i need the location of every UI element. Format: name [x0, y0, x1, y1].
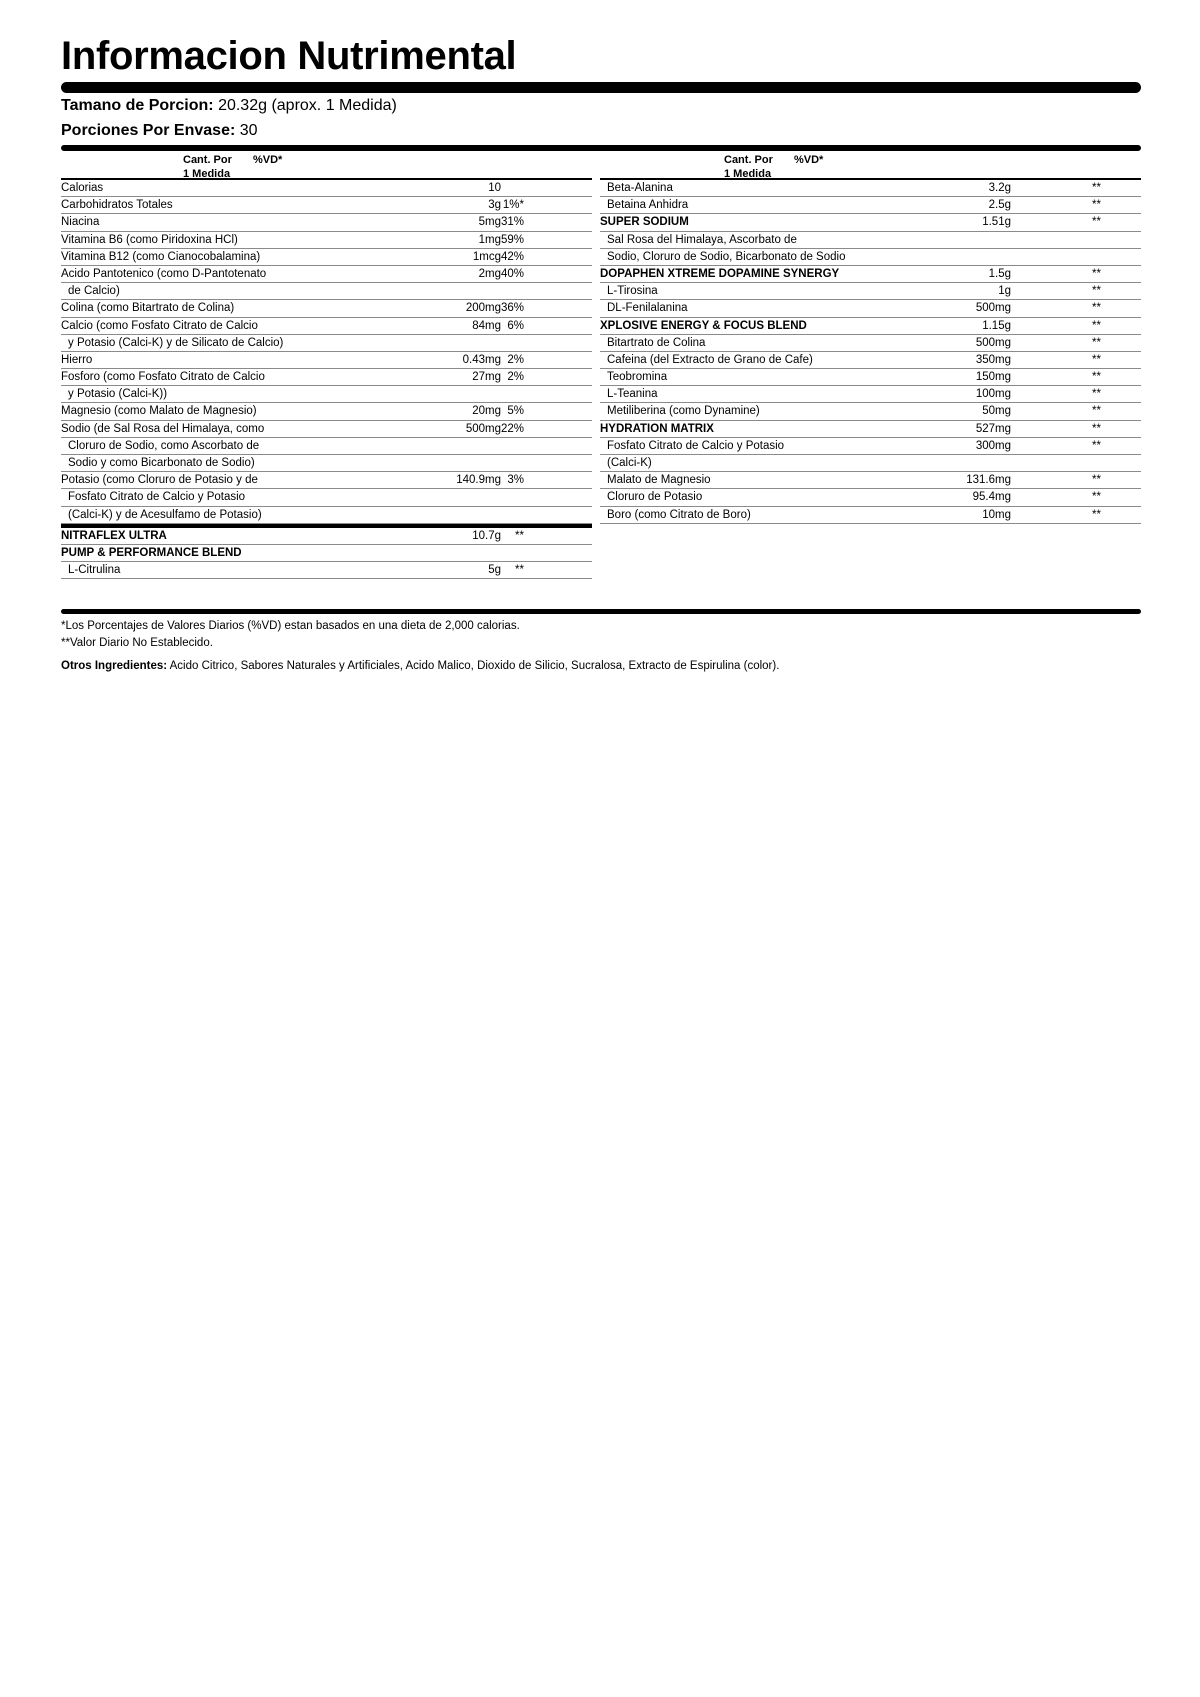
- nutrient-row: [61, 507, 592, 524]
- nutrient-amount: 2mg: [478, 267, 501, 280]
- nutrient-name: y Potasio (Calci-K) y de Silicato de Calcio): [68, 336, 284, 349]
- nutrient-name: Betaina Anhidra: [607, 199, 689, 212]
- nutrient-amount: 1.15g: [982, 319, 1011, 332]
- nutrient-amount: 131.6mg: [966, 474, 1011, 487]
- other-ingredients-label: Otros Ingredientes:: [61, 660, 168, 672]
- nutrient-name: Sodio (de Sal Rosa del Himalaya, como: [61, 422, 265, 435]
- nutrient-dv: **: [1092, 216, 1101, 229]
- nutrient-row: [600, 232, 1141, 249]
- nutrient-dv: 5%: [507, 405, 524, 418]
- nutrient-row: [600, 300, 1141, 317]
- nutrient-amount: 1g: [998, 285, 1011, 298]
- nutrient-name: PUMP & PERFORMANCE BLEND: [61, 546, 242, 559]
- right-nutrient-list: [600, 180, 1141, 524]
- serving-size-label: Tamano de Porcion:: [61, 97, 214, 114]
- nutrient-row: [61, 386, 592, 403]
- nutrient-row: [61, 283, 592, 300]
- nutrient-dv: 36%: [500, 302, 524, 315]
- nutrient-name: Hierro: [61, 353, 93, 366]
- nutrient-name: Fosfato Citrato de Calcio y Potasio: [68, 491, 246, 504]
- nutrient-row: [600, 335, 1141, 352]
- nutrient-amount: 500mg: [465, 422, 501, 435]
- nutrient-row: [61, 403, 592, 420]
- nutrient-dv: 2%: [507, 353, 524, 366]
- nutrient-name: Acido Pantotenico (como D-Pantotenato: [61, 267, 267, 280]
- nutrient-dv: **: [1092, 405, 1101, 418]
- nutrient-amount: 3.2g: [988, 182, 1011, 194]
- dv-header: %VD*: [794, 154, 824, 166]
- nutrient-amount: 2.5g: [988, 199, 1011, 212]
- nutrient-dv: 22%: [500, 422, 524, 435]
- nutrient-name: HYDRATION MATRIX: [600, 422, 714, 435]
- nutrient-dv: **: [515, 529, 524, 542]
- nutrient-dv: **: [1092, 319, 1101, 332]
- nutrient-amount: 150mg: [975, 371, 1011, 384]
- serving-size: [61, 97, 397, 115]
- nutrient-name: Malato de Magnesio: [607, 474, 711, 487]
- nutrient-row: [600, 369, 1141, 386]
- nutrient-dv: 3%: [507, 474, 524, 487]
- nutrient-row: [61, 249, 592, 266]
- nutrient-row: [600, 180, 1141, 197]
- nutrient-row: [600, 249, 1141, 266]
- nutrient-row: [61, 318, 592, 335]
- nutrient-dv: **: [1092, 182, 1101, 194]
- nutrient-name: XPLOSIVE ENERGY & FOCUS BLEND: [600, 319, 807, 332]
- nutrient-name: L-Citrulina: [68, 564, 121, 577]
- left-column-header: [61, 153, 592, 180]
- nutrient-amount: 100mg: [975, 388, 1011, 401]
- nutrient-amount: 10mg: [982, 508, 1011, 521]
- nutrient-amount: 200mg: [465, 302, 501, 315]
- nutrient-row: [61, 369, 592, 386]
- nutrient-name: SUPER SODIUM: [600, 216, 689, 229]
- nutrient-row: [61, 455, 592, 472]
- left-blend-list: [61, 528, 592, 580]
- servings-per-container: [61, 122, 258, 140]
- nutrient-dv: 2%: [507, 371, 524, 384]
- nutrient-name: Beta-Alanina: [607, 182, 673, 194]
- nutrient-dv: **: [1092, 422, 1101, 435]
- nutrient-row: [61, 180, 592, 197]
- serving-size-value: 20.32g (aprox. 1 Medida): [218, 97, 397, 114]
- nutrient-name: Teobromina: [607, 371, 668, 384]
- nutrient-name: Calorias: [61, 182, 104, 194]
- amount-header: Cant. Por 1 Medida: [183, 154, 232, 180]
- nutrient-amount: 10.7g: [472, 529, 501, 542]
- nutrient-row: [600, 438, 1141, 455]
- nutrient-name: Vitamina B6 (como Piridoxina HCl): [61, 233, 238, 246]
- nutrient-name: Fosfato Citrato de Calcio y Potasio: [607, 439, 785, 452]
- nutrient-dv: **: [515, 564, 524, 577]
- nutrient-dv: **: [1092, 474, 1101, 487]
- nutrient-name: Bitartrato de Colina: [607, 336, 706, 349]
- nutrient-row: [600, 403, 1141, 420]
- other-ingredients: [61, 660, 779, 672]
- nutrient-name: Sodio, Cloruro de Sodio, Bicarbonato de Sodio: [607, 250, 846, 263]
- footnote-not-established: **Valor Diario No Establecido.: [61, 637, 213, 649]
- nutrient-dv: **: [1092, 302, 1101, 315]
- nutrient-name: L-Tirosina: [607, 285, 658, 298]
- nutrient-name: Metiliberina (como Dynamine): [607, 405, 760, 418]
- nutrient-amount: 1mcg: [472, 250, 501, 263]
- nutrient-name: Cafeina (del Extracto de Grano de Cafe): [607, 353, 813, 366]
- nutrient-dv: **: [1092, 371, 1101, 384]
- nutrient-amount: 95.4mg: [972, 491, 1011, 504]
- nutrient-amount: 350mg: [975, 353, 1011, 366]
- nutrient-dv: **: [1092, 199, 1101, 212]
- nutrient-name: Fosforo (como Fosfato Citrato de Calcio: [61, 371, 265, 384]
- nutrient-amount: 500mg: [975, 336, 1011, 349]
- nutrient-name: y Potasio (Calci-K)): [68, 388, 168, 401]
- right-column: [600, 153, 1141, 524]
- nutrient-row: [600, 318, 1141, 335]
- nutrient-row: [61, 562, 592, 579]
- nutrient-amount: 20mg: [472, 405, 501, 418]
- nutrient-amount: 140.9mg: [456, 474, 501, 487]
- nutrient-amount: 5mg: [478, 216, 501, 229]
- nutrient-name: DL-Fenilalanina: [607, 302, 688, 315]
- nutrient-name: Vitamina B12 (como Cianocobalamina): [61, 250, 261, 263]
- medium-divider: [61, 145, 1141, 151]
- thick-divider: [61, 82, 1141, 93]
- nutrient-name: Niacina: [61, 216, 100, 229]
- nutrient-dv: **: [1092, 336, 1101, 349]
- nutrient-amount: 50mg: [982, 405, 1011, 418]
- nutrient-amount: 300mg: [975, 439, 1011, 452]
- nutrient-name: Boro (como Citrato de Boro): [607, 508, 751, 521]
- nutrient-row: [61, 438, 592, 455]
- nutrient-dv: 40%: [500, 267, 524, 280]
- nutrient-row: [61, 335, 592, 352]
- nutrient-name: Calcio (como Fosfato Citrato de Calcio: [61, 319, 258, 332]
- nutrient-dv: 59%: [500, 233, 524, 246]
- nutrient-amount: 3g: [488, 199, 501, 212]
- servings-label: Porciones Por Envase:: [61, 122, 236, 139]
- left-column: [61, 153, 592, 579]
- nutrient-row: [61, 528, 592, 545]
- nutrient-name: NITRAFLEX ULTRA: [61, 529, 167, 542]
- nutrient-row: [600, 283, 1141, 300]
- nutrient-row: [61, 421, 592, 438]
- nutrient-amount: 527mg: [975, 422, 1011, 435]
- nutrient-row: [61, 472, 592, 489]
- nutrient-row: [600, 421, 1141, 438]
- nutrient-amount: 10: [488, 182, 501, 194]
- nutrient-row: [61, 266, 592, 283]
- other-ingredients-value: Acido Citrico, Sabores Naturales y Artificiales, Acido Malico, Dioxido de Silicio, Sucralosa, Extracto de Espirulina (color).: [169, 660, 780, 672]
- nutrient-amount: 27mg: [472, 371, 501, 384]
- nutrient-name: Carbohidratos Totales: [61, 199, 173, 212]
- nutrient-dv: 31%: [500, 216, 524, 229]
- left-nutrient-list: [61, 180, 592, 524]
- nutrient-row: [61, 214, 592, 231]
- nutrient-name: Sal Rosa del Himalaya, Ascorbato de: [607, 233, 797, 246]
- nutrient-name: L-Teanina: [607, 388, 658, 401]
- nutrient-dv: 42%: [500, 250, 524, 263]
- nutrient-dv: **: [1092, 353, 1101, 366]
- nutrient-row: [600, 455, 1141, 472]
- nutrient-row: [61, 232, 592, 249]
- nutrient-name: (Calci-K): [607, 457, 652, 469]
- nutrient-row: [61, 300, 592, 317]
- nutrient-name: Sodio y como Bicarbonato de Sodio): [68, 457, 255, 469]
- nutrient-name: Potasio (como Cloruro de Potasio y de: [61, 474, 258, 487]
- servings-value: 30: [239, 122, 258, 139]
- nutrient-row: [600, 352, 1141, 369]
- footnote-daily-value: *Los Porcentajes de Valores Diarios (%VD) estan basados en una dieta de 2,000 calorias.: [61, 620, 520, 632]
- nutrient-row: [61, 545, 592, 562]
- nutrient-name: Cloruro de Sodio, como Ascorbato de: [68, 439, 260, 452]
- nutrient-dv: **: [1092, 439, 1101, 452]
- nutrient-name: Cloruro de Potasio: [607, 491, 703, 504]
- nutrient-row: [600, 472, 1141, 489]
- nutrient-row: [600, 507, 1141, 524]
- nutrient-dv: **: [1092, 388, 1101, 401]
- nutrient-name: DOPAPHEN XTREME DOPAMINE SYNERGY: [600, 267, 840, 280]
- nutrient-dv: 6%: [507, 319, 524, 332]
- nutrient-row: [61, 197, 592, 214]
- nutrient-amount: 1mg: [478, 233, 501, 246]
- nutrient-name: Colina (como Bitartrato de Colina): [61, 302, 235, 315]
- nutrient-amount: 500mg: [975, 302, 1011, 315]
- nutrient-row: [600, 386, 1141, 403]
- nutrient-amount: 84mg: [472, 319, 501, 332]
- nutrient-row: [61, 352, 592, 369]
- amount-header: Cant. Por 1 Medida: [724, 154, 773, 180]
- nutrient-dv: **: [1092, 508, 1101, 521]
- nutrient-row: [600, 214, 1141, 231]
- nutrient-row: [61, 489, 592, 506]
- nutrient-row: [600, 266, 1141, 283]
- nutrient-row: [600, 197, 1141, 214]
- panel-title: Informacion Nutrimental: [61, 34, 517, 78]
- nutrient-name: Magnesio (como Malato de Magnesio): [61, 405, 257, 418]
- bottom-divider: [61, 609, 1141, 614]
- right-column-header: [600, 153, 1141, 180]
- nutrient-name: (Calci-K) y de Acesulfamo de Potasio): [68, 508, 262, 521]
- nutrient-amount: 0.43mg: [462, 353, 501, 366]
- dv-header: %VD*: [253, 154, 283, 166]
- nutrient-dv: **: [1092, 491, 1101, 504]
- nutrient-dv: **: [1092, 285, 1101, 298]
- nutrient-dv: 1%*: [502, 199, 524, 212]
- nutrient-dv: **: [1092, 267, 1101, 280]
- nutrient-row: [600, 489, 1141, 506]
- nutrient-name: de Calcio): [68, 285, 120, 298]
- nutrient-amount: 1.5g: [988, 267, 1011, 280]
- nutrient-amount: 1.51g: [982, 216, 1011, 229]
- nutrient-amount: 5g: [488, 564, 501, 577]
